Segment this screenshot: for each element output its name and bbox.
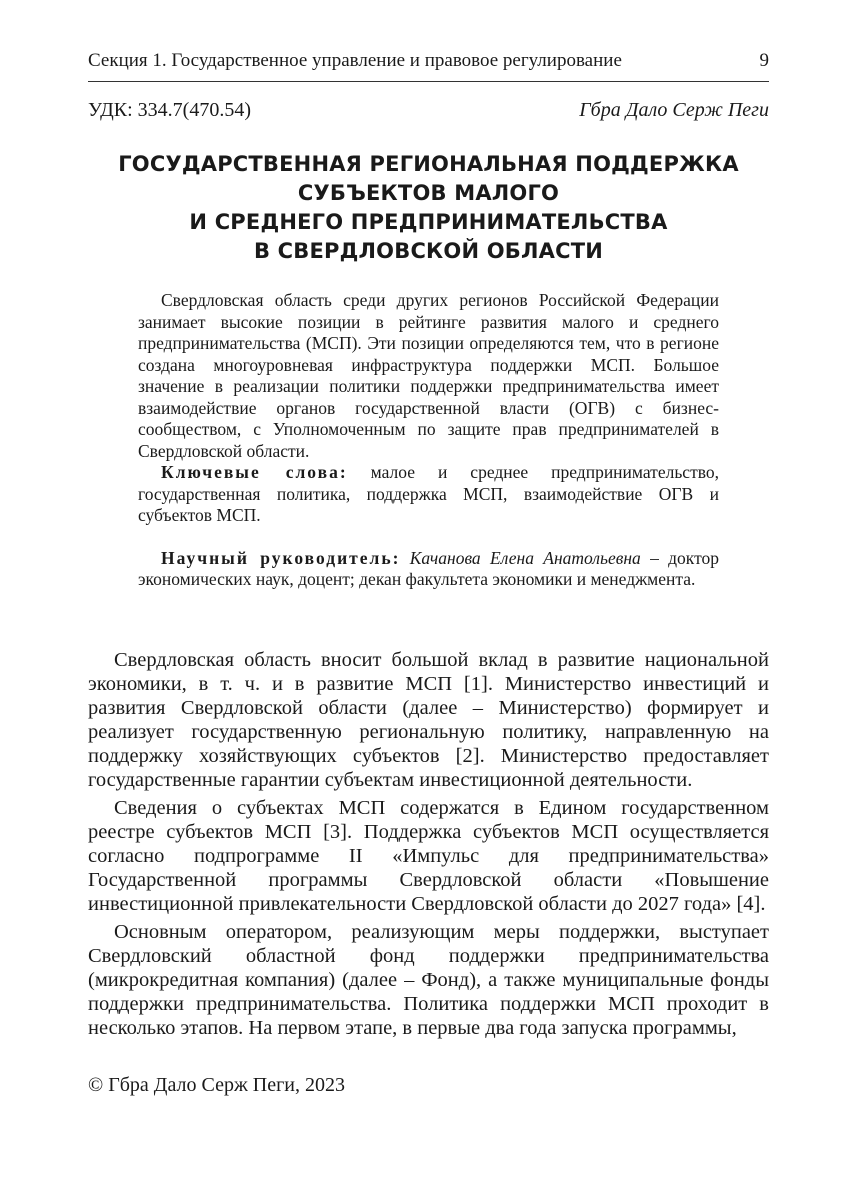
keywords-label: Ключевые слова:: [161, 462, 348, 482]
meta-line: [88, 99, 769, 125]
article-title: [88, 150, 769, 266]
supervisor: [138, 548, 719, 591]
title-line: В СВЕРДЛОВСКОЙ ОБЛАСТИ: [253, 239, 604, 263]
supervisor-label: Научный руководитель:: [161, 547, 401, 568]
running-header: [88, 50, 769, 74]
keywords: [138, 462, 719, 527]
copyright-notice: © Гбра Дало Серж Пеги, 2023: [88, 1074, 345, 1096]
title-line: ГОСУДАРСТВЕННАЯ РЕГИОНАЛЬНАЯ ПОДДЕРЖКА: [118, 152, 739, 176]
abstract-block: [138, 290, 719, 591]
udc-code: УДК: 334.7(470.54): [88, 99, 251, 121]
section-title: Секция 1. Государственное управление и правовое регулирование: [88, 50, 622, 71]
article-body: [88, 648, 769, 1044]
supervisor-name: Качанова Елена Анатольевна: [409, 547, 641, 568]
title-line: И СРЕДНЕГО ПРЕДПРИНИМАТЕЛЬСТВА: [189, 210, 668, 234]
page-number: 9: [759, 50, 769, 71]
author-name: Гбра Дало Серж Пеги: [579, 99, 769, 121]
header-divider: [88, 81, 769, 82]
abstract-text: Свердловская область среди других регионов Российской Федерации занимает высокие позиции в рейтинге развития малого и среднего предпринимательства (МСП). Эти позиции определяются тем, что в регионе создана многоуровневая инфраструктура поддержки МСП. Большое значение в реализации политики поддержки предпринимательства имеет взаимодействие органов государственной власти (ОГВ) с бизнес-сообществом, с Уполномоченным по защите прав предпринимателей в Свердловской области.: [138, 290, 719, 461]
keywords-text: малое и среднее предпринимательство, государственная политика, поддержка МСП, взаимодействие ОГВ и субъектов МСП.: [138, 462, 719, 525]
title-line: СУБЪЕКТОВ МАЛОГО: [297, 181, 560, 205]
supervisor-description: – доктор экономических наук, доцент; декан факультета экономики и менеджмента.: [138, 547, 719, 589]
body-paragraph: Сведения о субъектах МСП содержатся в Едином государственном реестре субъектов МСП [3]. Поддержка субъектов МСП осуществляется согласно подпрограмме II «Импульс для предпринимательства» Государственной программы Свердловской области «Повышение инвестиционной привлекательности Свердловской области до 2027 года» [4].: [88, 797, 769, 915]
body-paragraph: Основным оператором, реализующим меры поддержки, выступает Свердловский областной фонд поддержки предпринимательства (микрокредитная компания) (далее – Фонд), а также муниципальные фонды поддержки предпринимательства. Политика поддержки МСП проходит в несколько этапов. На первом этапе, в первые два года запуска программы,: [88, 921, 769, 1039]
body-paragraph: Свердловская область вносит большой вклад в развитие национальной экономики, в т. ч. и в развитие МСП [1]. Министерство инвестиций и развития Свердловской области (далее – Министерство) формирует и реализует государственную региональную политику, направленную на поддержку хозяйствующих субъектов [2]. Министерство предоставляет государственные гарантии субъектам инвестиционной деятельности.: [88, 649, 769, 791]
